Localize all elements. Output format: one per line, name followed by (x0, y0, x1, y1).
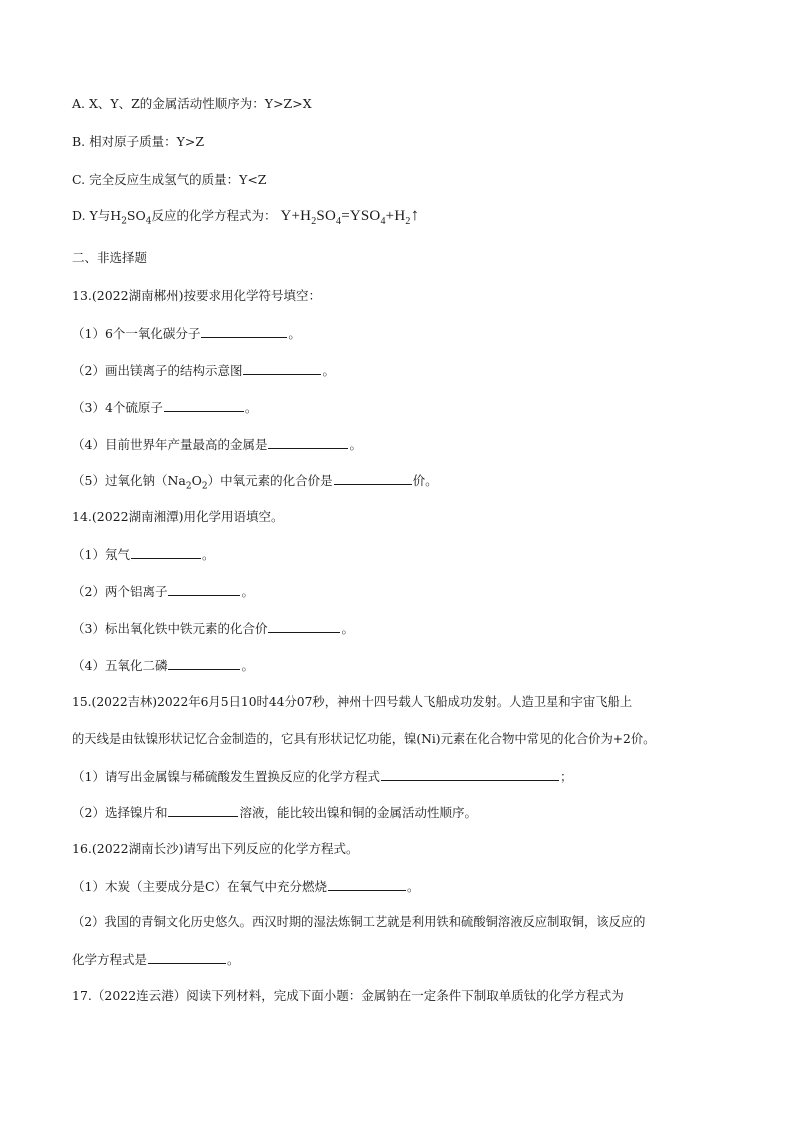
q16-item-2-cont: 化学方程式是 。 (72, 952, 240, 967)
q15-item-1: （1）请写出金属镍与稀硫酸发生置换反应的化学方程式 ； (72, 769, 573, 784)
q16-item-2: （2）我国的青铜文化历史悠久。西汉时期的湿法炼铜工艺就是利用铁和硫酸铜溶液反应制取铜，该反应的 (72, 915, 646, 929)
option-d: D. Y与$H_2SO_4$反应的化学方程式为： $Y+H_2SO_4=YSO_4+H_2↑$ (72, 205, 420, 227)
answer-blank[interactable] (168, 657, 240, 670)
answer-blank[interactable] (381, 768, 559, 781)
up-arrow-icon: ↑ (410, 205, 420, 224)
q17-stem: 17.（2022连云港）阅读下列材料，完成下面小题：金属钠在一定条件下制取单质钛的化学方程式为 (72, 988, 624, 1003)
answer-blank[interactable] (168, 583, 240, 596)
q14-item-2: （2）两个铝离子 。 (72, 584, 254, 599)
q13-item-2: （2）画出镁离子的结构示意图 。 (72, 363, 335, 378)
q15-stem-line-1: 15.(2022吉林)2022年6月5日10时44分07秒，神州十四号载人飞船成功发射。人造卫星和宇宙飞船上 (72, 695, 633, 709)
answer-blank[interactable] (334, 472, 412, 485)
q13-stem: 13.(2022湖南郴州)按要求用化学符号填空： (72, 288, 321, 303)
q14-item-4: （4）五氧化二磷 。 (72, 658, 254, 673)
answer-blank[interactable] (328, 878, 406, 891)
answer-blank[interactable] (268, 436, 348, 449)
answer-blank[interactable] (164, 399, 244, 412)
answer-blank[interactable] (201, 325, 287, 338)
option-c: C. 完全反应生成氢气的质量：Y<Z (72, 172, 267, 187)
q14-item-1: （1）氖气 。 (72, 547, 215, 562)
q13-item-1: （1）6个一氧化碳分子 。 (72, 326, 301, 341)
q13-item-5: （5）过氧化钠$(Na_2O_2)$中氧元素的化合价是 价。 (72, 473, 438, 492)
q15-stem-line-2: 的天线是由钛镍形状记忆合金制造的，它具有形状记忆功能，镍(Ni)元素在化合物中常见的化合价为+2价。 (72, 732, 656, 746)
option-a: A. X、Y、Z的金属活动性顺序为：Y>Z>X (72, 96, 312, 111)
answer-blank[interactable] (168, 804, 238, 817)
q16-item-1: （1）木炭（主要成分是C）在氧气中充分燃烧 。 (72, 879, 420, 894)
option-b: B. 相对原子质量：Y>Z (72, 134, 205, 149)
option-d-equation: $Y+H_2SO_4=YSO_4+H_2↑$ (280, 205, 420, 227)
q13-item-3: （3）4个硫原子 。 (72, 400, 258, 415)
answer-blank[interactable] (243, 362, 321, 375)
q13-item-4: （4）目前世界年产量最高的金属是 。 (72, 437, 362, 452)
section-title: 二、非选择题 (72, 250, 148, 265)
answer-blank[interactable] (148, 951, 226, 964)
q15-item-2: （2）选择镍片和 溶液，能比较出镍和铜的金属活动性顺序。 (72, 805, 477, 820)
q16-stem: 16.(2022湖南长沙)请写出下列反应的化学方程式。 (72, 841, 359, 856)
q14-stem: 14.(2022湖南湘潭)用化学用语填空。 (72, 509, 284, 524)
answer-blank[interactable] (131, 546, 201, 559)
answer-blank[interactable] (268, 620, 340, 633)
q14-item-3: （3）标出氧化铁中铁元素的化合价 。 (72, 621, 354, 636)
